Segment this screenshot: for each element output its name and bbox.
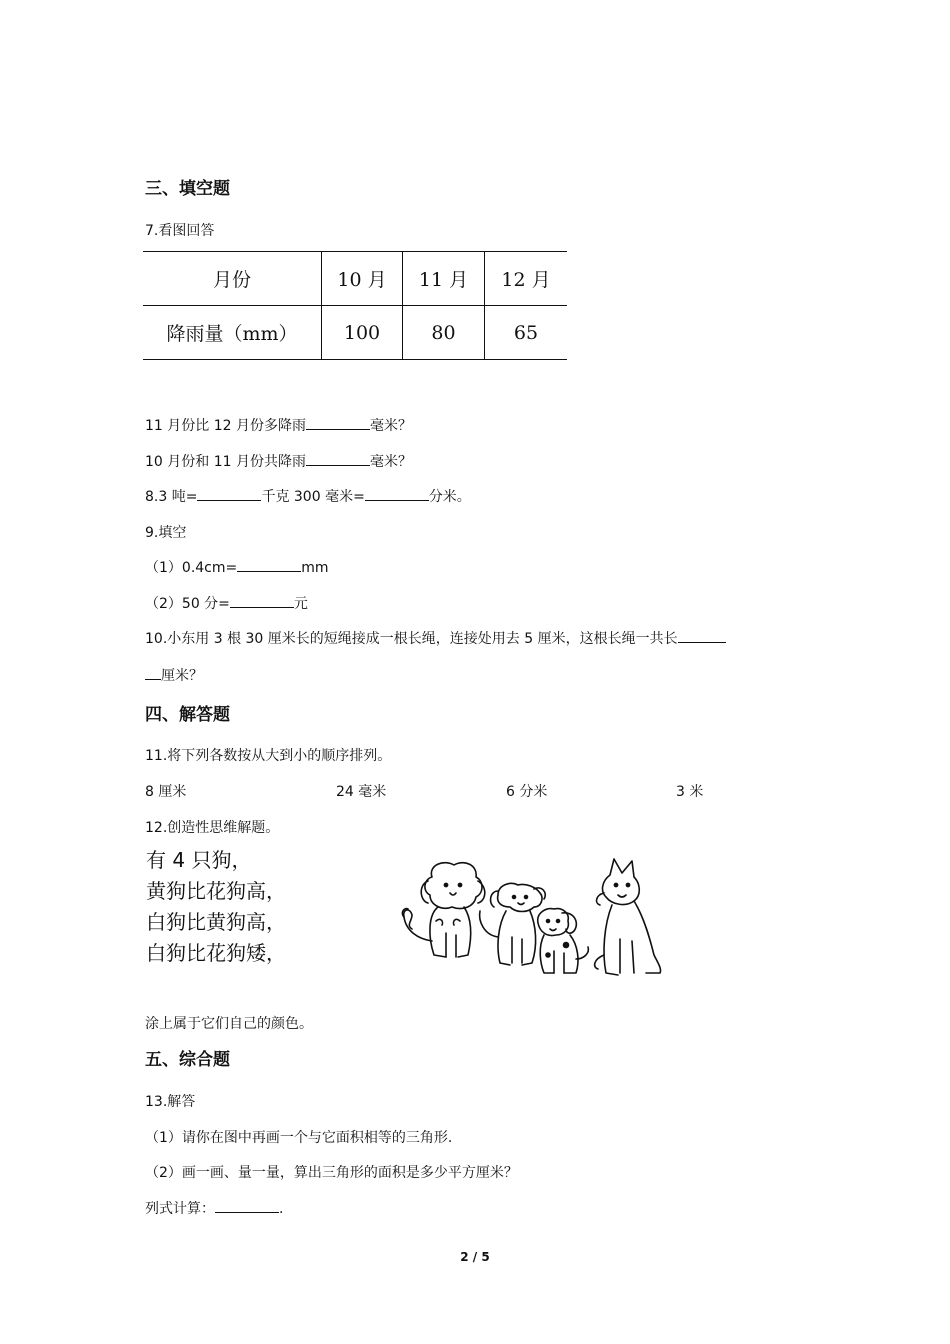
text: 厘米？ bbox=[161, 668, 203, 684]
table-cell: 12 月 bbox=[501, 269, 551, 291]
question-9-part1 bbox=[145, 557, 329, 577]
question-10-line1 bbox=[145, 628, 726, 648]
text: 元 bbox=[293, 596, 308, 612]
question-7-sub1 bbox=[145, 415, 412, 435]
spotted-dog-drawing bbox=[538, 909, 589, 973]
text: mm bbox=[301, 560, 329, 576]
riddle-poem bbox=[146, 845, 286, 969]
answer-blank[interactable] bbox=[306, 415, 370, 430]
text: 10 月份和 11 月份共降雨 bbox=[145, 454, 306, 470]
question-13-prompt: 13.解答 bbox=[145, 1094, 196, 1110]
rainfall-table bbox=[143, 251, 567, 360]
text: （2）50 分= bbox=[145, 596, 230, 612]
text: 11 月份比 12 月份多降雨 bbox=[145, 418, 306, 434]
table-row bbox=[143, 306, 567, 360]
section-heading-comprehensive: 五、综合题 bbox=[145, 1050, 230, 1070]
answer-blank[interactable] bbox=[678, 628, 726, 643]
section-heading-solve: 四、解答题 bbox=[145, 705, 230, 725]
poem-line: 黄狗比花狗高， bbox=[146, 879, 286, 903]
text: 分米。 bbox=[428, 489, 471, 505]
white-dog-drawing bbox=[595, 859, 661, 975]
question-9-prompt: 9.填空 bbox=[145, 525, 187, 541]
question-10-line2 bbox=[145, 665, 203, 685]
page-number: 2 / 5 bbox=[460, 1250, 490, 1264]
text: 千克 300 毫米= bbox=[261, 489, 365, 505]
text: 10.小东用 3 根 30 厘米长的短绳接成一根长绳，连接处用去 5 厘米，这根长绳一共长 bbox=[145, 631, 678, 647]
table-cell: 80 bbox=[403, 306, 485, 360]
table-cell: 降雨量（mm） bbox=[143, 306, 322, 360]
four-dogs-illustration bbox=[398, 855, 670, 980]
answer-blank[interactable] bbox=[197, 486, 261, 501]
list-item: 24 毫米 bbox=[336, 784, 387, 800]
text: 毫米？ bbox=[369, 454, 412, 470]
text: （1）0.4cm= bbox=[145, 560, 238, 576]
table-cell: 月份 bbox=[143, 252, 322, 306]
list-item: 3 米 bbox=[676, 784, 704, 800]
fluffy-dog-drawing bbox=[402, 863, 484, 957]
poem-line: 白狗比黄狗高， bbox=[146, 910, 286, 934]
question-12-prompt: 12.创造性思维解题。 bbox=[145, 820, 280, 836]
text: 8.3 吨= bbox=[145, 489, 198, 505]
answer-blank[interactable] bbox=[215, 1198, 279, 1213]
poem-line: 有 4 只狗， bbox=[146, 848, 252, 872]
question-9-part2 bbox=[145, 593, 308, 613]
question-12-instruction: 涂上属于它们自己的颜色。 bbox=[145, 1016, 313, 1032]
section-heading-fill-blank: 三、填空题 bbox=[145, 179, 230, 199]
question-8 bbox=[145, 486, 471, 506]
answer-blank[interactable] bbox=[145, 665, 161, 680]
list-item: 8 厘米 bbox=[145, 784, 187, 800]
question-7-prompt: 7.看图回答 bbox=[145, 223, 215, 239]
question-13-part2: （2）画一画、量一量，算出三角形的面积是多少平方厘米？ bbox=[145, 1165, 518, 1181]
text: 列式计算： bbox=[145, 1201, 215, 1217]
text: . bbox=[279, 1201, 284, 1217]
poem-line: 白狗比花狗矮， bbox=[146, 941, 286, 965]
question-11-prompt: 11.将下列各数按从大到小的顺序排列。 bbox=[145, 748, 392, 764]
table-cell: 10 月 bbox=[322, 252, 403, 306]
answer-blank[interactable] bbox=[365, 486, 429, 501]
table-cell: 100 bbox=[322, 306, 403, 360]
question-13-part3 bbox=[145, 1198, 283, 1218]
question-13-part1: （1）请你在图中再画一个与它面积相等的三角形. bbox=[145, 1130, 453, 1146]
list-item: 6 分米 bbox=[506, 784, 548, 800]
table-header-row bbox=[143, 252, 567, 306]
table-cell: 11 月 bbox=[403, 252, 485, 306]
table-cell: 65 bbox=[513, 321, 539, 344]
answer-blank[interactable] bbox=[237, 557, 301, 572]
yellow-dog-drawing bbox=[480, 883, 546, 965]
answer-blank[interactable] bbox=[306, 451, 370, 466]
question-7-sub2 bbox=[145, 451, 412, 471]
answer-blank[interactable] bbox=[230, 593, 294, 608]
text: 毫米？ bbox=[369, 418, 412, 434]
